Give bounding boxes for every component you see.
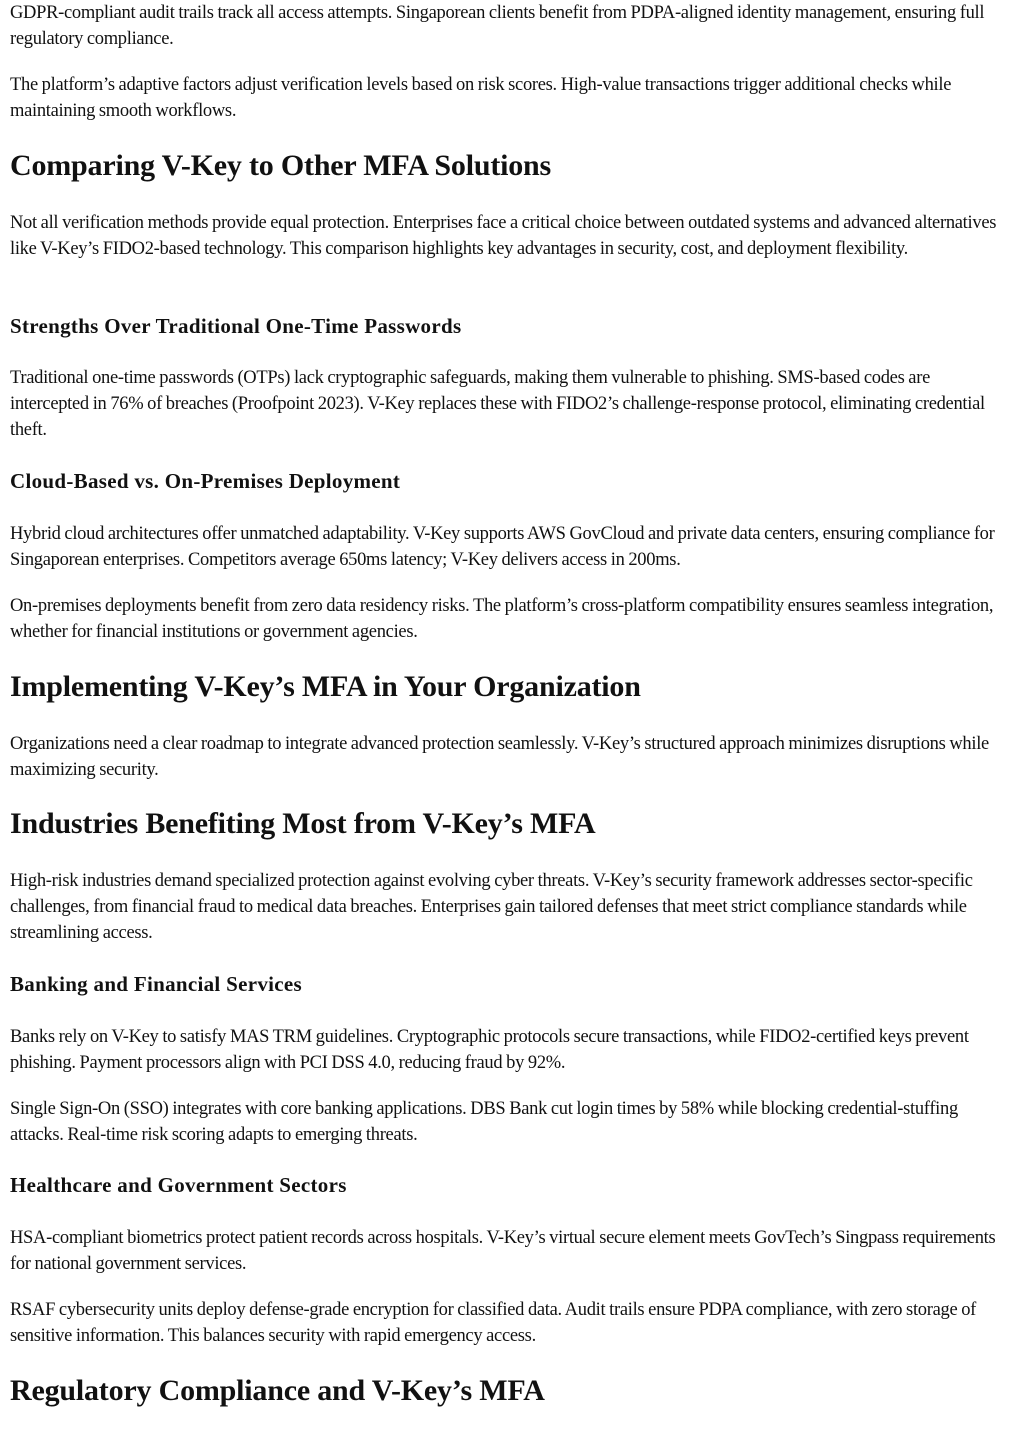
healthcare-paragraph-1: HSA-compliant biometrics protect patient records across hospitals. V-Key’s virtual secure element meets GovTech’s Singpass requirements for national government services. — [10, 1228, 996, 1274]
implementing-heading: Implementing V-Key’s MFA in Your Organization — [10, 670, 641, 703]
banking-heading: Banking and Financial Services — [10, 972, 302, 996]
industries-heading: Industries Benefiting Most from V-Key’s MFA — [10, 807, 596, 840]
comparing-heading: Comparing V-Key to Other MFA Solutions — [10, 149, 552, 182]
regulatory-heading: Regulatory Compliance and V-Key’s MFA — [10, 1374, 545, 1407]
comparing-paragraph: Not all verification methods provide equal protection. Enterprises face a critical choice between outdated systems and advanced alternatives like V-Key’s FIDO2-based technology. This comparison highlights key advantages in security, cost, and deployment flexibility. — [10, 213, 997, 259]
intro-paragraph-2: The platform’s adaptive factors adjust verification levels based on risk scores. High-value transactions trigger additional checks while maintaining smooth workflows. — [10, 75, 952, 121]
cloud-heading: Cloud-Based vs. On-Premises Deployment — [10, 469, 401, 493]
banking-paragraph-2: Single Sign-On (SSO) integrates with core banking applications. DBS Bank cut login times by 58% while blocking credential-stuffing attacks. Real-time risk scoring adapts to emerging threats. — [10, 1099, 958, 1145]
banking-paragraph-1: Banks rely on V-Key to satisfy MAS TRM guidelines. Cryptographic protocols secure transactions, while FIDO2-certified keys prevent phishing. Payment processors align with PCI DSS 4.0, reducing fraud by 92%. — [10, 1027, 969, 1073]
implementing-paragraph: Organizations need a clear roadmap to integrate advanced protection seamlessly. V-Key’s structured approach minimizes disruptions while maximizing security. — [10, 734, 989, 780]
cloud-paragraph-2: On-premises deployments benefit from zero data residency risks. The platform’s cross-platform compatibility ensures seamless integration, whether for financial institutions or government agencies. — [10, 596, 994, 642]
healthcare-paragraph-2: RSAF cybersecurity units deploy defense-grade encryption for classified data. Audit trails ensure PDPA compliance, with zero storage of sensitive information. This balances security with rapid emergency access. — [10, 1300, 977, 1346]
healthcare-heading: Healthcare and Government Sectors — [10, 1173, 347, 1197]
cloud-paragraph-1: Hybrid cloud architectures offer unmatched adaptability. V-Key supports AWS GovCloud and private data centers, ensuring compliance for Singaporean enterprises. Competitors average 650ms latency; V-Key delivers access in 200ms. — [10, 524, 995, 570]
intro-paragraph-1: GDPR-compliant audit trails track all access attempts. Singaporean clients benefit from PDPA-aligned identity management, ensuring full regulatory compliance. — [10, 3, 985, 49]
industries-paragraph: High-risk industries demand specialized protection against evolving cyber threats. V-Key’s security framework addresses sector-specific challenges, from financial fraud to medical data breaches. Enterprises gain tailored defenses that meet strict compliance standards while streamlining access. — [10, 871, 973, 943]
strengths-paragraph: Traditional one-time passwords (OTPs) lack cryptographic safeguards, making them vulnerable to phishing. SMS-based codes are intercepted in 76% of breaches (Proofpoint 2023). V-Key replaces these with FIDO2’s challenge-response protocol, eliminating credential theft. — [10, 368, 985, 440]
strengths-heading: Strengths Over Traditional One-Time Passwords — [10, 314, 462, 338]
